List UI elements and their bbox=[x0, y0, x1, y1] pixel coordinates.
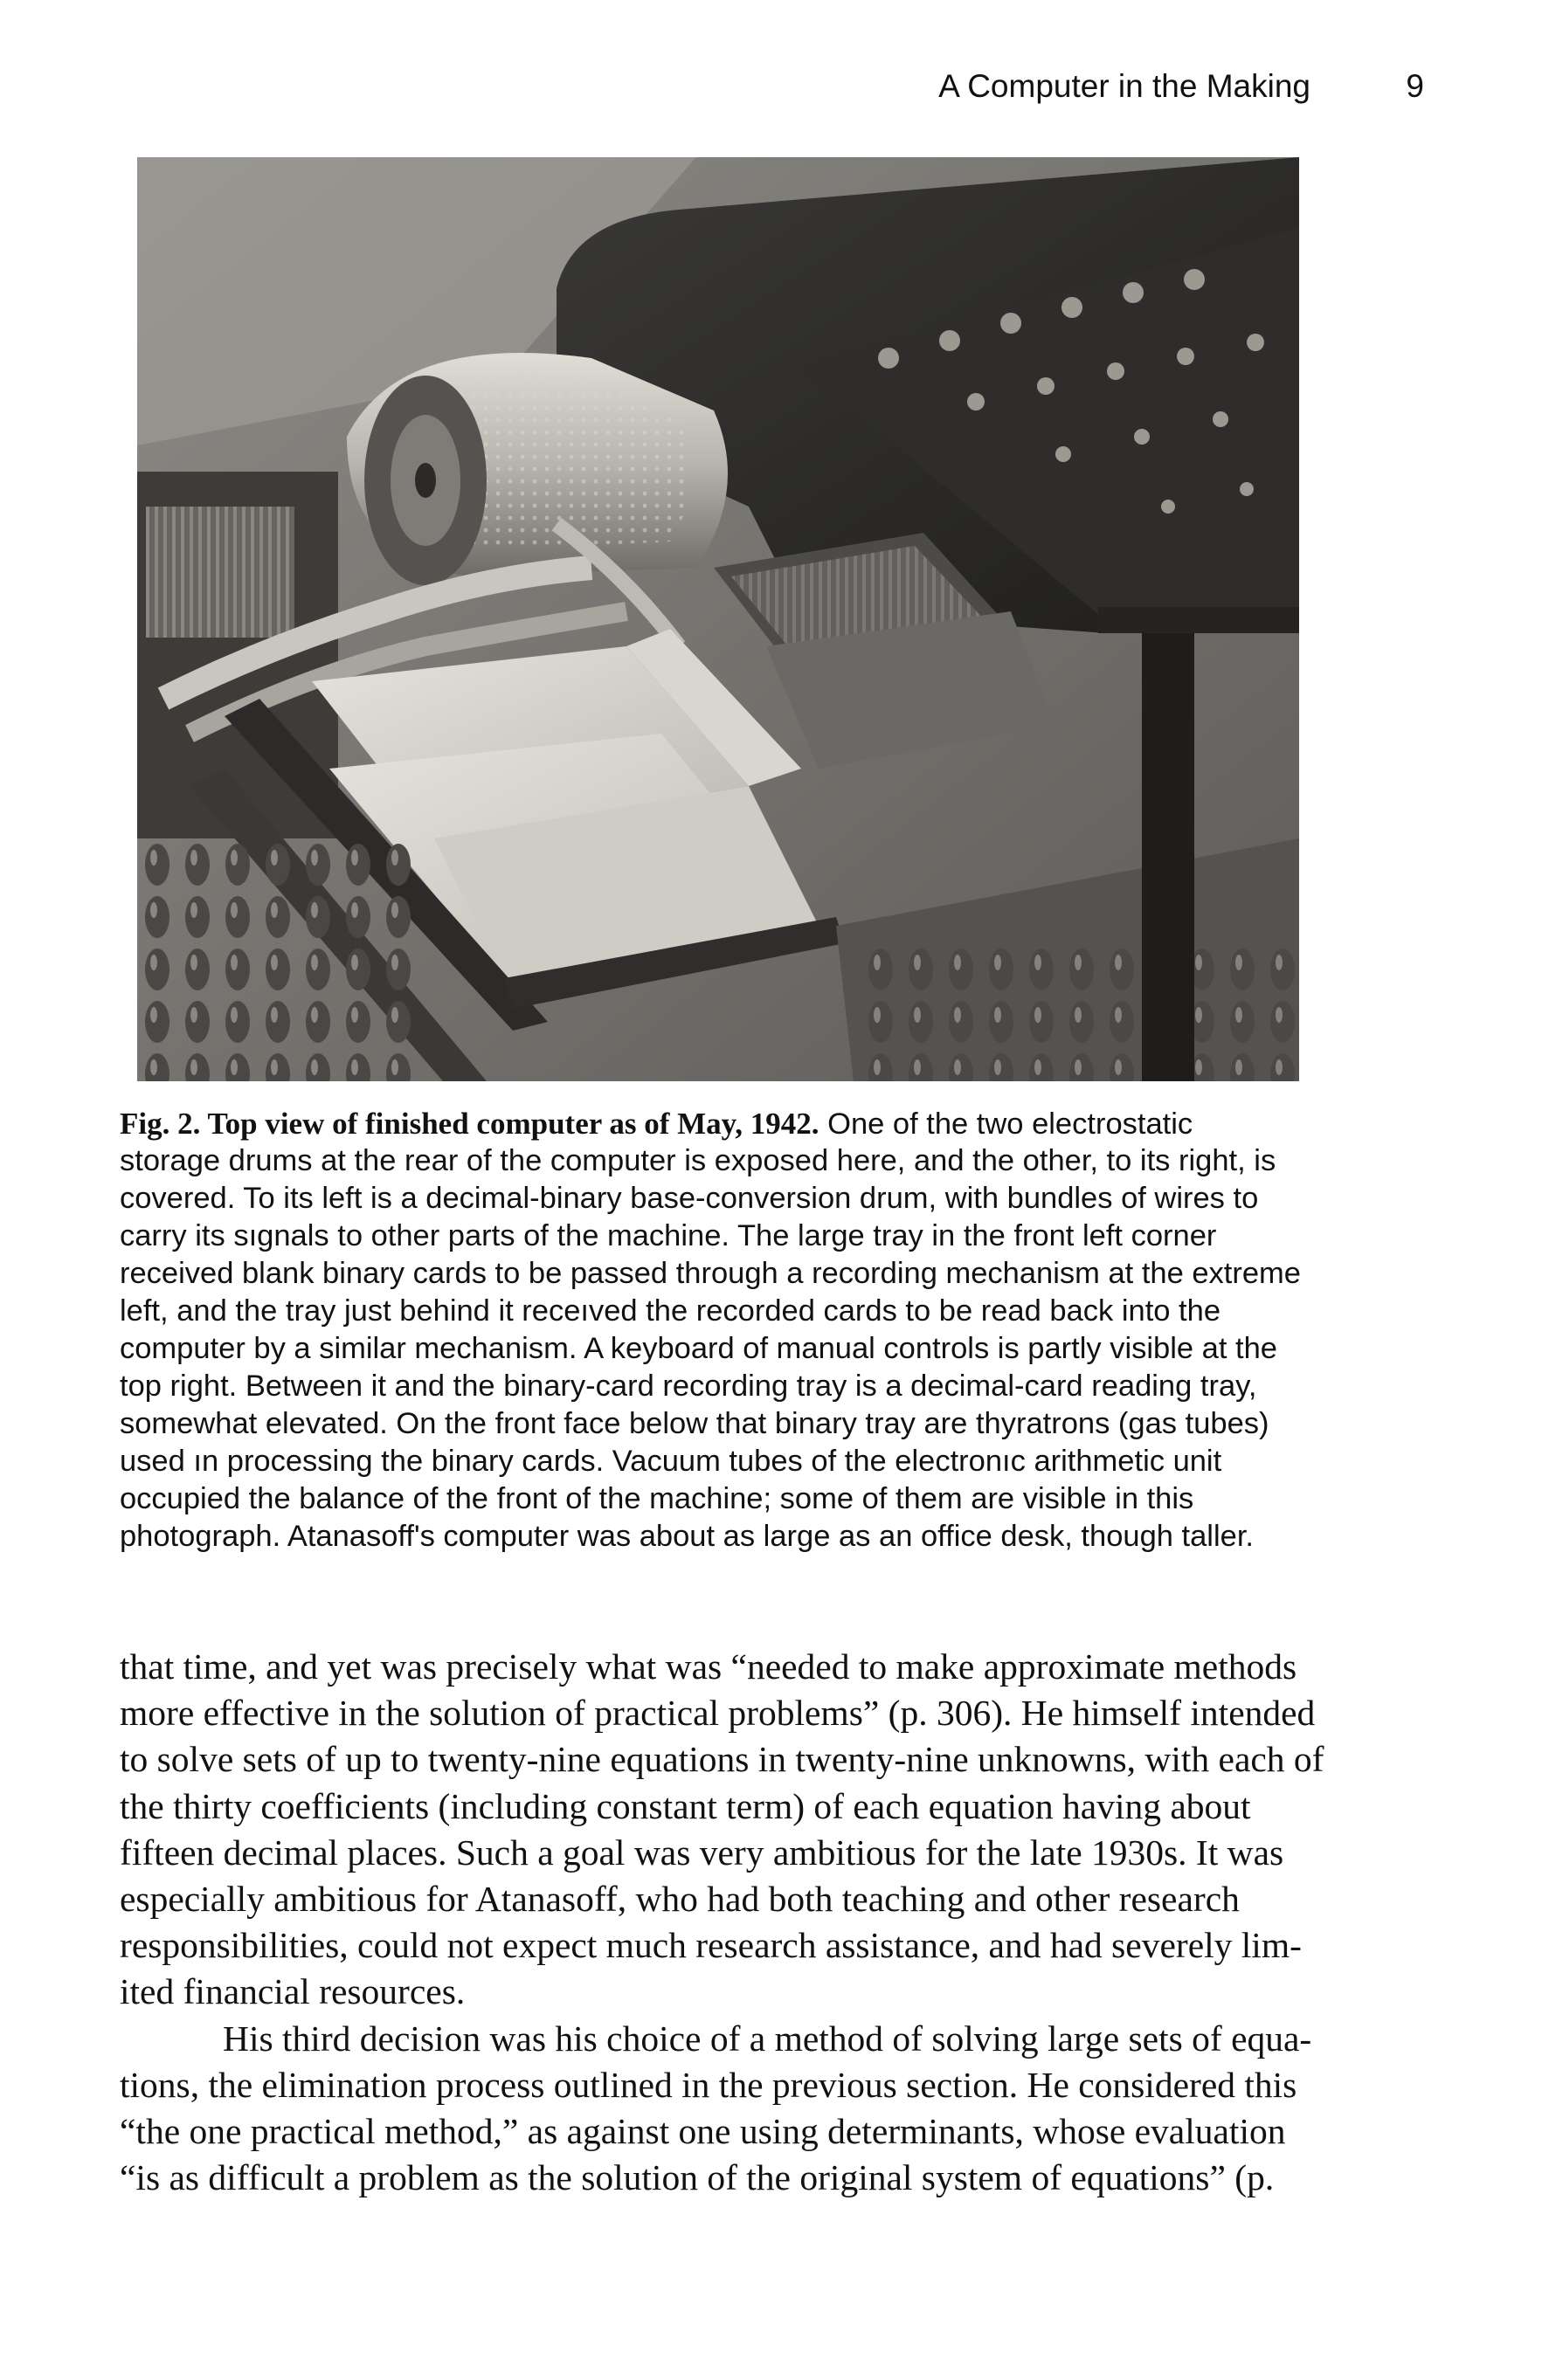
running-head bbox=[874, 68, 1424, 121]
caption-line bbox=[120, 1105, 1395, 1142]
caption-line: storage drums at the rear of the computer is exposed here, and the other, to its right, is bbox=[120, 1144, 1276, 1177]
text-line: that time, and yet was precisely what was “needed to make approximate methods bbox=[120, 1646, 1297, 1687]
caption-line: occupied the balance of the front of the machine; some of them are visible in this bbox=[120, 1482, 1194, 1515]
text-line: the thirty coefficients (including constant term) of each equation having about bbox=[120, 1785, 1251, 1826]
computer-photo-illustration bbox=[137, 157, 1299, 1081]
figure-caption bbox=[120, 1105, 1395, 1576]
text-line: tions, the elimination process outlined in the previous section. He considered this bbox=[120, 2064, 1297, 2105]
caption-line-text: One of the two electrostatic bbox=[827, 1107, 1193, 1141]
text-line: “the one practical method,” as against one using determinants, whose evaluation bbox=[120, 2110, 1286, 2151]
caption-line: top right. Between it and the binary-card recording tray is a decimal-card reading tray, bbox=[120, 1369, 1257, 1403]
figure-photograph bbox=[137, 157, 1299, 1081]
text-line: responsibilities, could not expect much research assistance, and had severely lim- bbox=[120, 1925, 1302, 1966]
page-number: 9 bbox=[1406, 68, 1424, 104]
text-line: ited financial resources. bbox=[120, 1971, 466, 2012]
text-line: more effective in the solution of practical problems” (p. 306). He himself intended bbox=[120, 1693, 1316, 1734]
paragraph-1 bbox=[120, 1644, 1413, 2016]
caption-line: computer by a similar mechanism. A keyboard of manual controls is partly visible at the bbox=[120, 1332, 1277, 1365]
text-line: especially ambitious for Atanasoff, who had both teaching and other research bbox=[120, 1878, 1240, 1919]
text-line: “is as difficult a problem as the solution of the original system of equations” (p. bbox=[120, 2157, 1275, 2198]
body-text bbox=[120, 1644, 1413, 2308]
text-line: His third decision was his choice of a method of solving large sets of equa- bbox=[223, 2018, 1312, 2059]
running-title: A Computer in the Making bbox=[938, 68, 1310, 104]
caption-line: covered. To its left is a decimal-binary base-conversion drum, with bundles of wires to bbox=[120, 1182, 1259, 1215]
caption-line: left, and the tray just behind it receıved the recorded cards to be read back into the bbox=[120, 1294, 1221, 1328]
caption-line: used ın processing the binary cards. Vacuum tubes of the electronıc arithmetic unit bbox=[120, 1445, 1222, 1478]
text-line: to solve sets of up to twenty-nine equations in twenty-nine unknowns, with each of bbox=[120, 1739, 1324, 1780]
text-line: fifteen decimal places. Such a goal was very ambitious for the late 1930s. It was bbox=[120, 1832, 1284, 1873]
caption-line: photograph. Atanasoff's computer was about as large as an office desk, though taller. bbox=[120, 1520, 1254, 1553]
caption-line: somewhat elevated. On the front face below that binary tray are thyratrons (gas tubes) bbox=[120, 1407, 1269, 1440]
paragraph-2 bbox=[120, 2016, 1413, 2202]
caption-lead: Fig. 2. Top view of finished computer as of May, 1942. bbox=[120, 1107, 819, 1141]
caption-line: received blank binary cards to be passed through a recording mechanism at the extreme bbox=[120, 1257, 1301, 1290]
caption-line: carry its sıgnals to other parts of the machine. The large tray in the front left corner bbox=[120, 1219, 1217, 1252]
